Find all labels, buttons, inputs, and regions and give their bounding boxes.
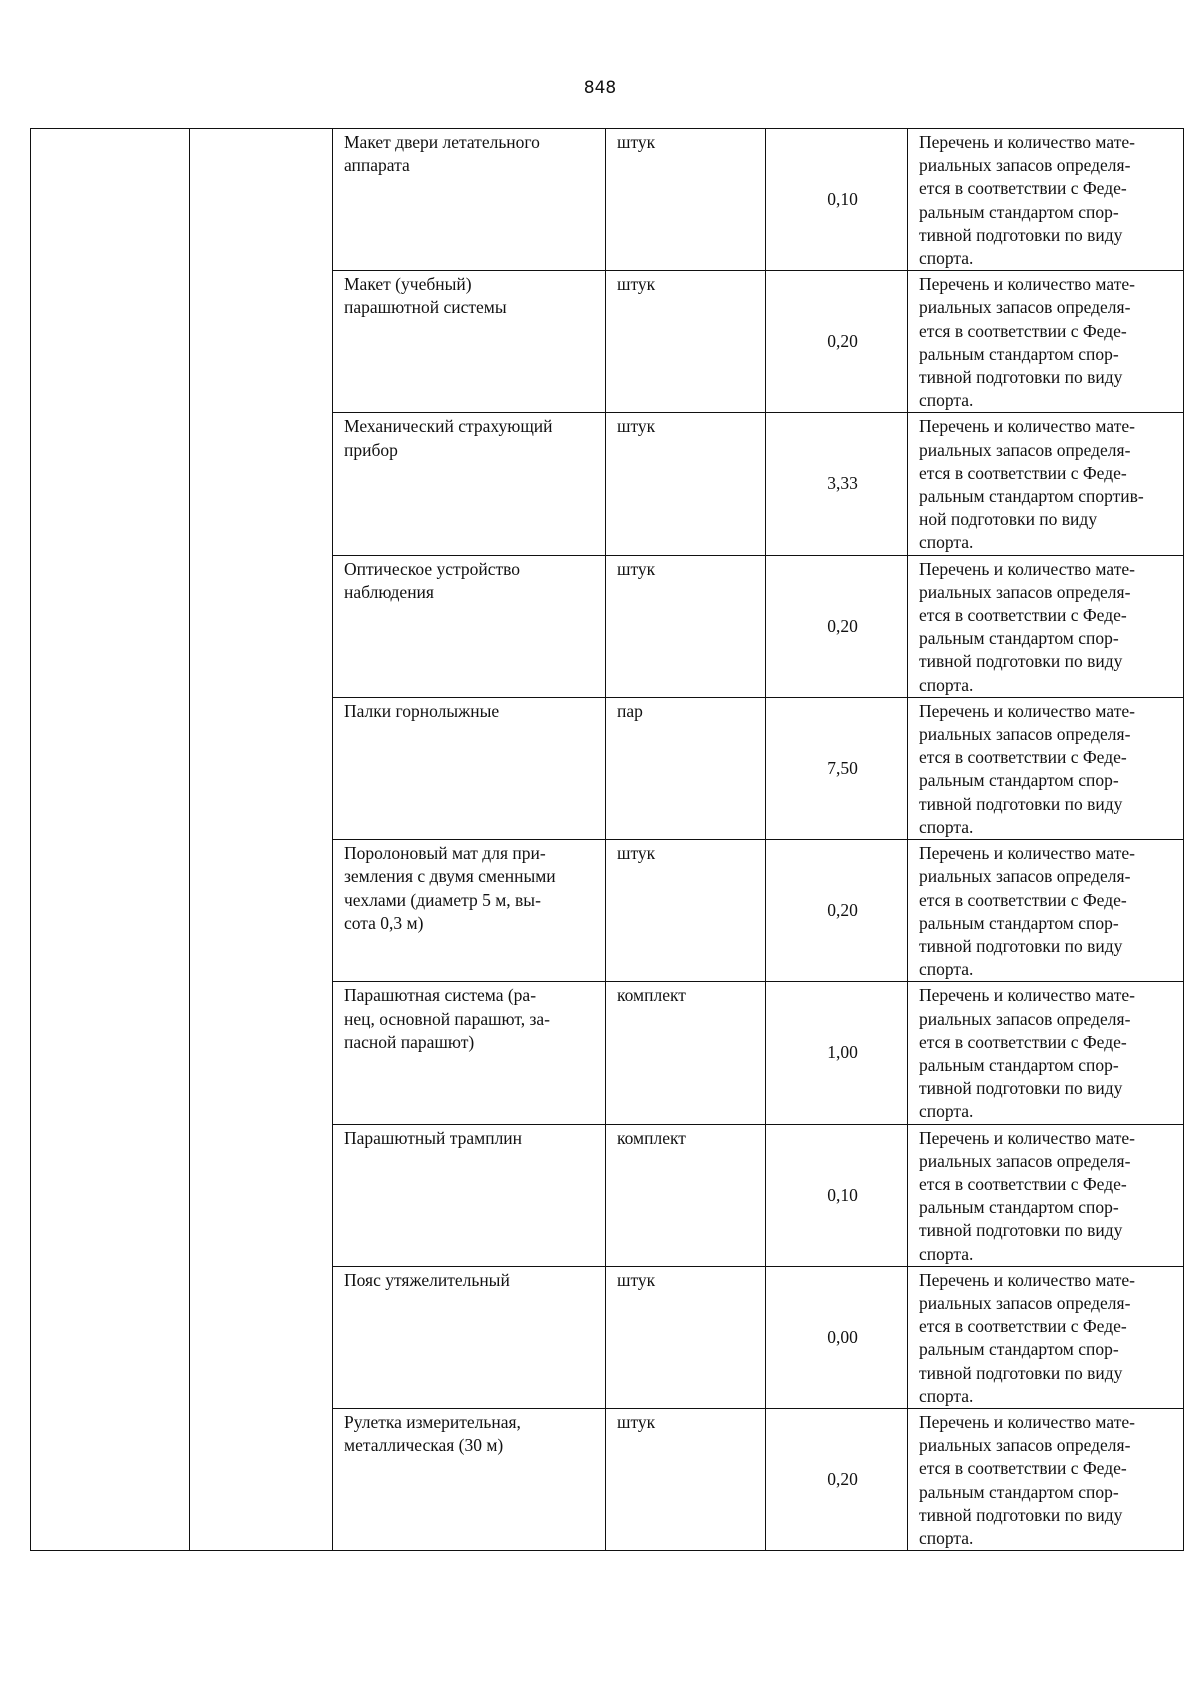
quantity-value: 0,20 bbox=[827, 615, 858, 636]
unit-cell: штук bbox=[606, 271, 766, 413]
item-name-cell: Поролоновый мат для при- земления с двумя сменными чехлами (диаметр 5 м, вы- сота 0,3 м) bbox=[333, 840, 606, 982]
quantity-value: 0,20 bbox=[827, 331, 858, 352]
item-name-cell: Парашютная система (ра- нец, основной парашют, за- пасной парашют) bbox=[333, 982, 606, 1124]
note-cell: Перечень и количество мате- риальных запасов определя- ется в соответствии с Феде- ральным стандартом спор- тивной подготовки по виду спорта. bbox=[908, 1124, 1184, 1266]
quantity-cell bbox=[766, 129, 908, 271]
item-name-cell: Рулетка измерительная, металлическая (30 м) bbox=[333, 1408, 606, 1550]
equipment-table bbox=[30, 128, 1184, 1551]
quantity-cell bbox=[766, 982, 908, 1124]
item-name-cell: Механический страхующий прибор bbox=[333, 413, 606, 555]
note-cell: Перечень и количество мате- риальных запасов определя- ется в соответствии с Феде- ральным стандартом спор- тивной подготовки по виду спорта. bbox=[908, 271, 1184, 413]
item-name-cell: Палки горнолыжные bbox=[333, 697, 606, 839]
unit-cell: штук bbox=[606, 555, 766, 697]
unit-cell: штук bbox=[606, 129, 766, 271]
quantity-cell bbox=[766, 1266, 908, 1408]
unit-cell: штук bbox=[606, 1408, 766, 1550]
quantity-value: 3,33 bbox=[827, 473, 858, 494]
empty-column-1 bbox=[31, 129, 190, 1551]
note-cell: Перечень и количество мате- риальных запасов определя- ется в соответствии с Феде- ральным стандартом спортив- ной подготовки по виду спорта. bbox=[908, 413, 1184, 555]
quantity-value: 0,10 bbox=[827, 189, 858, 209]
note-cell: Перечень и количество мате- риальных запасов определя- ется в соответствии с Феде- ральным стандартом спор- тивной подготовки по виду спорта. bbox=[908, 1408, 1184, 1550]
note-cell: Перечень и количество мате- риальных запасов определя- ется в соответствии с Феде- ральным стандартом спор- тивной подготовки по виду спорта. bbox=[908, 129, 1184, 271]
quantity-value: 0,10 bbox=[827, 1184, 858, 1205]
quantity-value: 0,20 bbox=[827, 1468, 858, 1489]
item-name-cell: Парашютный трамплин bbox=[333, 1124, 606, 1266]
quantity-cell bbox=[766, 1408, 908, 1550]
unit-cell: комплект bbox=[606, 982, 766, 1124]
note-cell: Перечень и количество мате- риальных запасов определя- ется в соответствии с Феде- ральным стандартом спор- тивной подготовки по виду спорта. bbox=[908, 982, 1184, 1124]
note-cell: Перечень и количество мате- риальных запасов определя- ется в соответствии с Феде- ральным стандартом спор- тивной подготовки по виду спорта. bbox=[908, 555, 1184, 697]
unit-cell: пар bbox=[606, 697, 766, 839]
table-body bbox=[31, 129, 1184, 1551]
quantity-cell bbox=[766, 840, 908, 982]
quantity-value: 7,50 bbox=[827, 757, 858, 778]
quantity-cell bbox=[766, 413, 908, 555]
quantity-cell bbox=[766, 271, 908, 413]
item-name-cell: Пояс утяжелительный bbox=[333, 1266, 606, 1408]
quantity-value: 1,00 bbox=[827, 1042, 858, 1063]
unit-cell: штук bbox=[606, 413, 766, 555]
page-number: 848 bbox=[583, 78, 617, 98]
note-cell: Перечень и количество мате- риальных запасов определя- ется в соответствии с Феде- ральным стандартом спор- тивной подготовки по виду спорта. bbox=[908, 840, 1184, 982]
quantity-value: 0,20 bbox=[827, 900, 858, 921]
note-cell: Перечень и количество мате- риальных запасов определя- ется в соответствии с Феде- ральным стандартом спор- тивной подготовки по виду спорта. bbox=[908, 1266, 1184, 1408]
quantity-value: 0,00 bbox=[827, 1326, 858, 1347]
item-name-cell: Макет двери летательного аппарата bbox=[333, 129, 606, 271]
item-name-cell: Макет (учебный) парашютной системы bbox=[333, 271, 606, 413]
unit-cell: штук bbox=[606, 840, 766, 982]
note-cell: Перечень и количество мате- риальных запасов определя- ется в соответствии с Феде- ральным стандартом спор- тивной подготовки по виду спорта. bbox=[908, 697, 1184, 839]
item-name-cell: Оптическое устройство наблюдения bbox=[333, 555, 606, 697]
table-row bbox=[31, 129, 1184, 271]
quantity-cell bbox=[766, 555, 908, 697]
unit-cell: штук bbox=[606, 1266, 766, 1408]
quantity-cell bbox=[766, 697, 908, 839]
unit-cell: комплект bbox=[606, 1124, 766, 1266]
empty-column-2 bbox=[190, 129, 333, 1551]
quantity-cell bbox=[766, 1124, 908, 1266]
